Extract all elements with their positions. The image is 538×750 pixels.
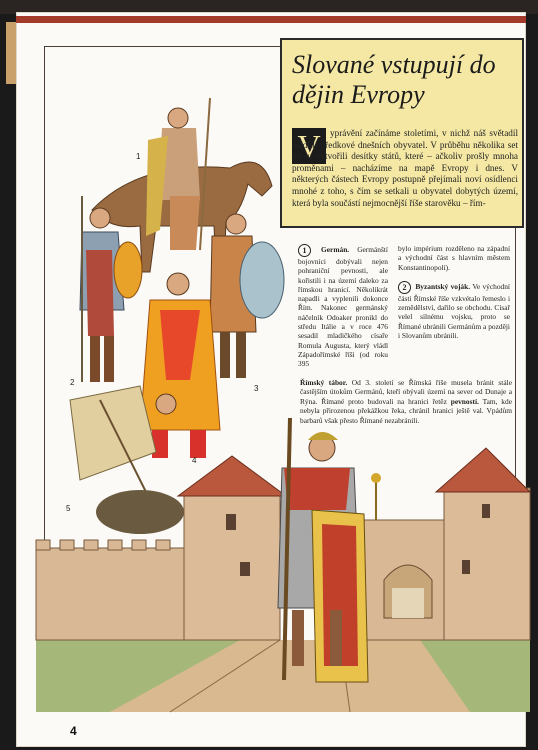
- figure-label-1: 1: [136, 152, 141, 161]
- caption-bold-term: pevností.: [450, 396, 479, 406]
- column-byzantine: [398, 244, 510, 340]
- column1-lead: Germán.: [321, 245, 350, 255]
- drop-cap: V: [292, 128, 326, 164]
- page-title: Slované vstupují do dějin Evropy: [292, 50, 496, 109]
- column2-lead: Byzantský voják.: [415, 282, 471, 292]
- number-badge-1: 1: [298, 244, 311, 257]
- roman-camp-caption: [300, 378, 512, 425]
- caption-text-2: Tam, kde nebyla přirozenou překážkou řeka, chránil hranici ještě val. Vpádům barbarů však přesto Římané nezabránili.: [300, 396, 512, 425]
- figure-label-4: 4: [192, 456, 197, 465]
- column2-continuation: bylo impérium rozděleno na západní a východní část s hlavním městem Konstantinopolí).: [398, 244, 510, 272]
- column1-text: Germánští bojovníci dobývali nejen pohraniční pevnosti, ale kořistili i na území daleko za římskou hranicí. Několikrát napadli a vyplenili dokonce Řím. Nakonec germánský náčelník Odoaker pronikl do středu Itálie a v roce 476 sesadil mladičkého císaře Romula Augusta, který vládl Západořímské říši (od roku 395: [298, 245, 388, 369]
- figure-label-5: 5: [66, 504, 71, 513]
- intro-body: yprávění začínáme stoletími, v nichž náš světadíl osídlili předkové dnešních obyvatel. V průběhu několika set let tu vytvořili desítky států, které – ačkoliv prošly mnoha proměnami – nacházíme na mapě Evropy i dnes. V některých částech Evropy postupně přejímali noví osídlenci mnohé z toho, s čím se setkali u obyvatel dobytých území, která byla součástí nejmocnější říše starověku – řím-: [292, 128, 518, 208]
- number-badge-2: 2: [398, 281, 411, 294]
- figure-label-3: 3: [254, 384, 259, 393]
- figure-label-2: 2: [70, 378, 75, 387]
- caption-lead: Římský tábor.: [300, 378, 348, 387]
- column-german: [298, 244, 388, 369]
- title-box: [280, 38, 524, 228]
- page-number: 4: [70, 724, 77, 738]
- column2-text: Ve východní části Římské říše vzkvétalo řemeslo i zemědělství, dařilo se obchodu. Císař velel silnému vojsku, proto se Římané ubránili Germánům a později i Slovanům ubránili.: [398, 282, 510, 341]
- intro-text: [292, 128, 518, 209]
- caption-text: Od 3. století se Římská říše musela bránit stále častějším útokům Germánů, kteří obývali území na sever od Dunaje a Rýna. Římané proto budovali na hranici řetěz: [300, 378, 512, 406]
